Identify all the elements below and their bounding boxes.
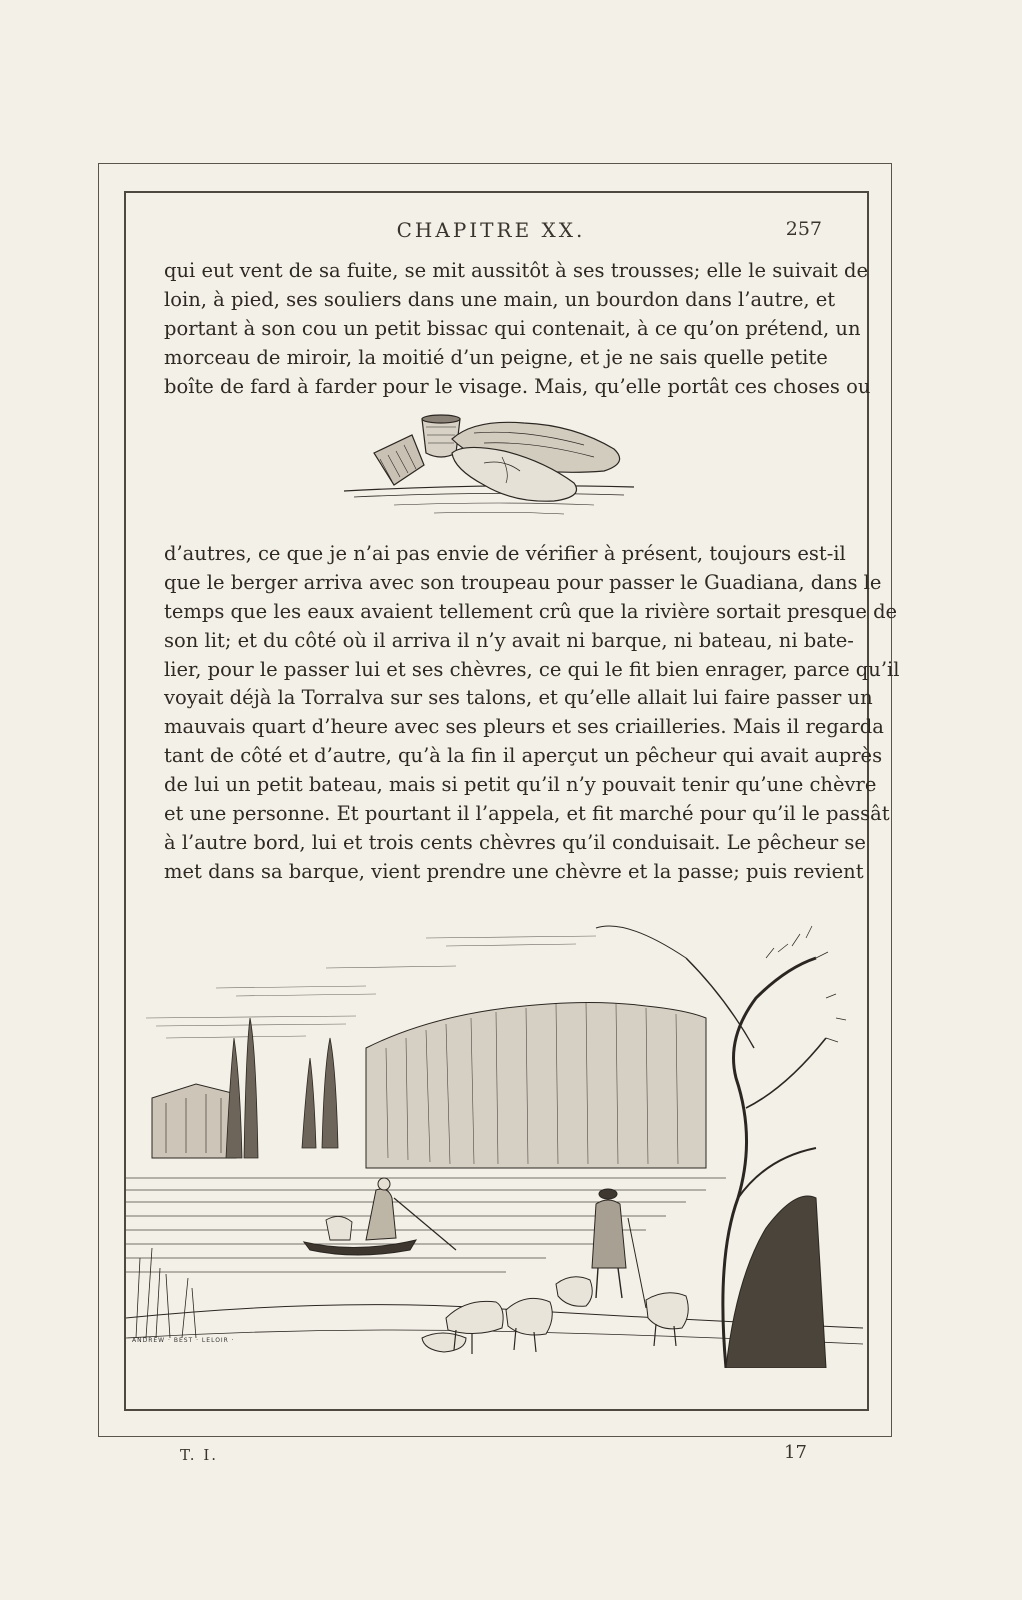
- text-line: met dans sa barque, vient prendre une chèvre et la passe; puis revient: [164, 859, 864, 883]
- text-line: mauvais quart d’heure avec ses pleurs et ses criailleries. Mais il regarda: [164, 715, 884, 739]
- text-line: temps que les eaux avaient tellement crû que la rivière sortait presque de: [164, 599, 898, 623]
- text-line: d’autres, ce que je n’ai pas envie de vérifier à présent, toujours est-il: [164, 542, 846, 565]
- chapter-title: CHAPITRE XX.: [396, 218, 586, 242]
- engraver-credit: ANDREW · BEST · LELOIR ·: [132, 1337, 235, 1344]
- text-line: de lui un petit bateau, mais si petit qu’il n’y pouvait tenir qu’une chèvre: [164, 773, 877, 797]
- text-line: qui eut vent de sa fuite, se mit aussitôt à ses trousses; elle le suivait de: [164, 259, 868, 282]
- text-line: à l’autre bord, lui et trois cents chèvres qu’il conduisait. Le pêcheur se: [164, 830, 866, 854]
- page-number: 257: [785, 218, 822, 240]
- text-line: portant à son cou un petit bissac qui contenait, à ce qu’on prétend, un: [164, 316, 861, 340]
- text-line: loin, à pied, ses souliers dans une main, un bourdon dans l’autre, et: [164, 287, 836, 311]
- paragraph-1: [164, 257, 871, 401]
- volume-signature: T. I.: [180, 1446, 219, 1464]
- paragraph-2: [164, 540, 900, 887]
- text-line: lier, pour le passer lui et ses chèvres, ce qui le fit bien enrager, parce qu’il: [164, 657, 900, 681]
- text-line: voyait déjà la Torralva sur ses talons, et qu’elle allait lui faire passer un: [164, 686, 873, 710]
- sheet-number: 17: [784, 1442, 807, 1463]
- text-line: que le berger arriva avec son troupeau pour passer le Guadiana, dans le: [164, 570, 882, 594]
- text-line: boîte de fard à farder pour le visage. Mais, qu’elle portât ces choses ou: [164, 374, 871, 398]
- shoes-vignette-illustration: [334, 413, 654, 533]
- text-line: morceau de miroir, la moitié d’un peigne, et je ne sais quelle petite: [164, 345, 828, 369]
- text-line: et une personne. Et pourtant il l’appela, et fit marché pour qu’il le passât: [164, 802, 890, 826]
- text-line: tant de côté et d’autre, qu’à la fin il aperçut un pêcheur qui avait auprès: [164, 744, 883, 768]
- river-crossing-illustration: [126, 898, 863, 1368]
- text-line: son lit; et du côté où il arriva il n’y avait ni barque, ni bateau, ni bate-: [164, 628, 854, 652]
- running-header: [160, 218, 822, 248]
